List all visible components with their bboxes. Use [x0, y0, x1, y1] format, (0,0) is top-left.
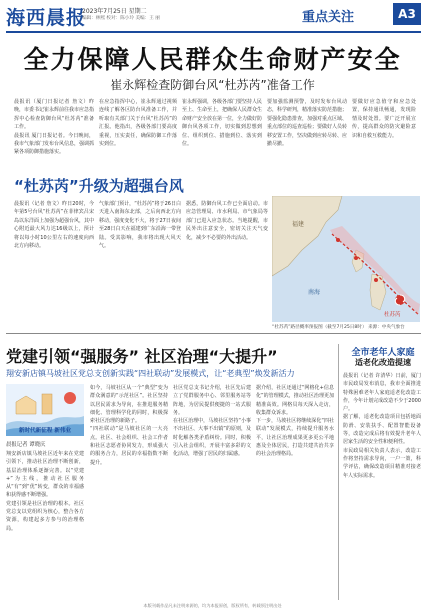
track-point: [354, 256, 358, 260]
page-footer: 本版刊载作品凡未注明来源的，均为本报原创，版权所有，转载须注明出处: [143, 603, 282, 608]
map-caption: “杜苏芮”路径概率预报图（截至7月25日8时） 来源：中央气象台: [272, 325, 405, 330]
lead-column-5: 要做好应急值守和应急处置，保持通讯畅通，发现险情及时处置。要广泛开展宣传，提高群众的防灾避险意识和自救互救能力。: [352, 99, 416, 139]
typhoon-column-1: 晨报讯（记者 詹文）昨日20时，今年第5号台风“杜苏芮”在菲律宾吕宋岛以东洋面上加强为超强台风，其中心附近最大风力达16级以上，预计将以每小时10公里左右的速度向西北方向移动。: [14, 201, 94, 250]
lead-subhead: 崔永辉检查防御台风“杜苏芮”准备工作: [110, 78, 315, 92]
photo-label: 新时代新征程 新伟业: [18, 428, 72, 434]
sidebar-kicker: 全市老年人家庭: [351, 348, 415, 358]
typhoon-map-svg: [272, 196, 420, 322]
sun-icon: [64, 392, 76, 404]
issue-date: 2023年7月25日 星期二: [82, 8, 147, 15]
track-point: [374, 278, 378, 282]
lead-column-3: 崔永辉强调，各级各部门要坚持人民至上、生命至上，把确保人民群众生命财产安全放在第一位，全力做好防御台风各项工作，切实做到思想到位、组织到位、措施到位、落实到位。: [182, 99, 262, 148]
lead-column-4: 要加强监测预警，及时发布台风动态，科学研判，精准落实防范措施；要强化隐患排查，加强对重点区域、重点部位的巡查巡检；要做好人员转移安置工作，坚决做到应转尽转、应撤尽撤。: [267, 99, 347, 148]
map-label-typhoon: 杜苏芮: [384, 312, 401, 318]
tower-icon: [42, 394, 52, 414]
map-label-sea: 南海: [308, 289, 321, 296]
logo-text: 海西晨报: [6, 7, 87, 29]
sidebar-body: 晨报讯（记者 许清华）日前，厦门市民政局发布消息，我市全面推进特殊困难老年人家庭适老化改造工作，今年计划完成改造不少于2000户。 据了解，适老化改造项目包括地面防滑、安装扶手、配置智能设备等，改造完成后将有效提升老年人居家生活的安全性和便利性。 市民政局相关负责人表示，改造工作将坚持需求导向，一户一策，科学评估，确保改造项目精准对接老年人实际需求。: [343, 373, 421, 479]
sidebar-title: 适老化改造提速: [355, 358, 411, 367]
community-column-4: 据介绍，社区还通过“网格化+信息化”的管理模式，推动社区治理更加精准高效。网格员每天深入走访，收集群众诉求。 下一步，马坡社区将继续深化“四社联动”发展模式，持续提升服务水平，让社区治理成果更多更公平地惠及全体居民，打造共建共治共享的社会治理格局。: [256, 385, 334, 458]
lead-column-2: 在应急指挥中心，崔永辉通过视频连线了解各区防台风准备工作，并听取有关部门关于台风“杜苏芮”的汇报。他指出，各级各部门要高度重视，压实责任，确保防御工作落实到位。: [99, 99, 177, 148]
community-photo: [6, 384, 84, 436]
track-point: [336, 238, 340, 242]
section-title: 重点关注: [302, 10, 355, 25]
community-headline: 党建引领“强服务” 社区治理“大提升”: [6, 347, 278, 366]
byline: 晨报记者 谭晓庆: [6, 442, 46, 448]
typhoon-icon: [395, 295, 405, 305]
map-label-land: 福建: [292, 221, 305, 228]
lead-headline: 全力保障人民群众生命财产安全: [23, 45, 402, 74]
lead-column-1: 晨报讯（厦门日报记者 詹文）昨晚，市委书记崔永辉前往我市应急指挥中心检查防御台风“杜苏芮”准备工作。 晨报讯 厦门日报记者。今日晚间，我市气象部门发布台风信息，强调抓紧各项防御措施落实。: [14, 99, 94, 156]
community-subhead: 翔安新店镇马坡社区党总支创新实践“四社联动”发展模式，让“老典型”焕发新活力: [6, 369, 295, 378]
sidebar-divider: [338, 344, 339, 600]
typhoon-track-map: [272, 196, 420, 322]
section-divider: [6, 333, 421, 334]
page-number-badge: A3: [393, 3, 421, 25]
masthead: [0, 0, 425, 34]
masthead-divider: [6, 31, 421, 33]
typhoon-column-2: 气象部门预计，“杜苏芮”将于26日白天进入南海东北部，之后向西北方向移动，强度变化不大，将于27日夜间至28日白天在福建到广东沿海一带登陆。受其影响，我市将出现大风天气。: [99, 201, 181, 250]
community-column-1: 翔安新店镇马坡社区近年来在党建引领下，推动社区治理不断创新，基层治理体系逐渐完善。以“党建+”为主线，推动社区服务从“有”到“优”转变，群众的幸福感和获得感不断增强。 党建引领是社区治理的根本。社区党总支以党组织为核心，整合各方资源，构建起多方参与的治理格局。: [6, 451, 84, 532]
community-photo-illustration: [6, 384, 84, 436]
community-column-2: 如今，马坡社区从一个“典型”变为群众满意的“示范社区”。社区坚持以居民需求为导向，在推进服务精细化、管理科学化的同时，积极探索社区治理的新路子。 “四社联动”是马坡社区的一大亮点。社区、社会组织、社会工作者和社区志愿者协同发力，形成强大的服务合力，居民的幸福指数不断提升。: [90, 385, 168, 466]
typhoon-column-3: 据悉，防御台风工作已全面启动。市应急管理局、市水利局、市气象局等部门已进入应急状态。当地提醒，市民外出注意安全，密切关注天气变化，减少不必要的外出活动。: [186, 201, 268, 241]
newspaper-logo: [6, 3, 87, 29]
community-column-3: 社区党总支书记介绍，社区先后建立了党群服务中心、邻里服务站等阵地，为居民提供便捷的一站式服务。 在社区治理中，马坡社区坚持“小事不出社区、大事不出镇”的原则，及时化解各类矛盾纠纷。同时，积极引入社会组织，开展丰富多彩的文化活动，增强了居民的归属感。: [173, 385, 251, 458]
editor-line: 编辑：林熙 校对：陈小玲 美编：王 丽: [82, 16, 160, 21]
typhoon-headline: “杜苏芮”升级为超强台风: [14, 177, 184, 195]
